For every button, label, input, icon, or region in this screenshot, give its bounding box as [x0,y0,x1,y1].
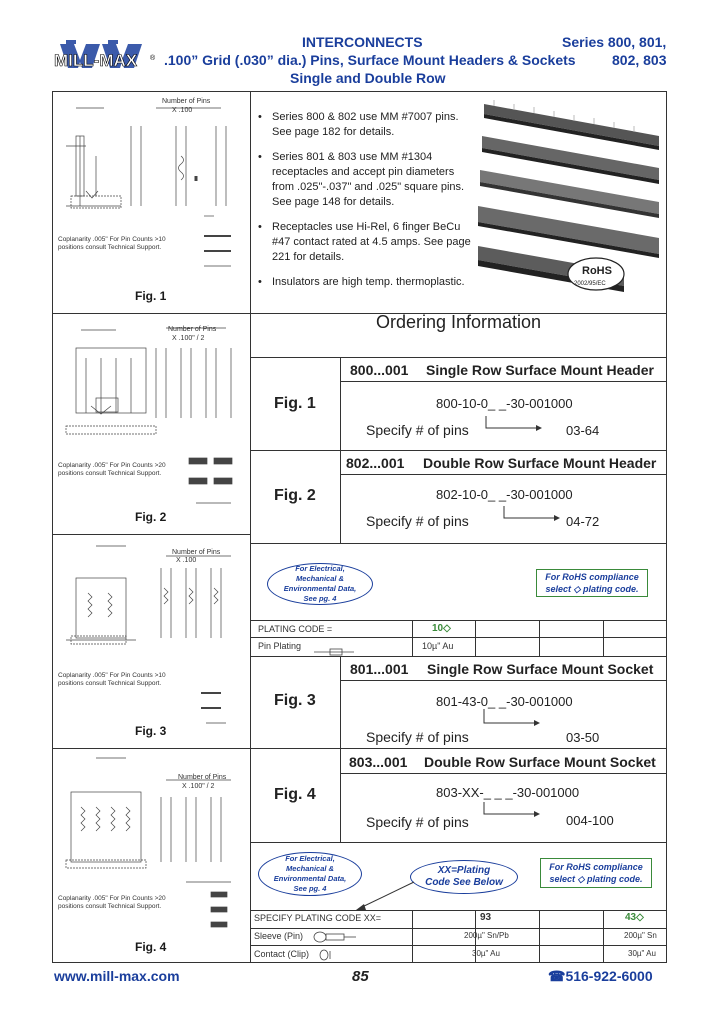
fig2-drawing [56,318,246,508]
footer-phone: ☎516-922-6000 [548,968,653,984]
svg-text:MILL-MAX: MILL-MAX [54,51,138,70]
fig3-x100: X .100 [176,557,197,564]
divider-xx-col4 [603,910,604,963]
divider-xx-mid1 [250,928,667,929]
fig1-caption: Fig. 1 [135,289,167,303]
code-93: 93 [480,912,492,923]
electrical-data-oval-2: For Electrical, Mechanical & Environmental Data, See pg. 4 [258,852,362,896]
plating-code-value: 10◇ [432,623,451,634]
bullet-item: • Series 800 & 802 use MM #7007 pins. See page 182 for details. [258,110,473,140]
s1-code: 800...001 [350,362,409,378]
s4-spec: Specify # of pins [366,814,469,830]
divider-s3-fig [340,656,341,842]
divider-fig1 [52,313,250,314]
product-photo [474,96,664,308]
sleeve-icon [312,930,358,948]
divider-plating-col4 [603,620,604,656]
electrical-data-oval: For Electrical, Mechanical & Environmental Data, See pg. 4 [267,563,373,605]
xx-plating-oval: XX=Plating Code See Below [410,860,518,894]
sleeve-label: Sleeve (Pin) [254,931,304,941]
footer-page-number: 85 [352,968,369,985]
s4-arrow [482,800,542,827]
rohs-title: RoHS [582,265,612,277]
divider-s4-bottom [250,842,667,843]
series-line1: Series 800, 801, [562,34,667,50]
s1-arrow [484,414,544,441]
s2-spec: Specify # of pins [366,513,469,529]
divider-xx-top [250,910,667,911]
fig4-number-of-pins: Number of Pins [178,774,227,781]
fig2-caption: Fig. 2 [135,510,167,524]
sleeve-43: 200µ" Sn [624,931,657,940]
rohs-note-box-2: For RoHS compliance select ◇ plating code. [540,858,652,888]
fig2-number-of-pins: Number of Pins [168,326,217,333]
fig3-number-of-pins: Number of Pins [172,549,221,556]
ordering-title: Ordering Information [375,312,542,332]
series-line2: 802, 803 [612,52,667,68]
s2-fig: Fig. 2 [274,487,316,504]
s1-range: 03-64 [566,423,600,438]
fig1-number-of-pins: Number of Pins [162,98,211,105]
bullet-item: • Receptacles use Hi-Rel, 6 finger BeCu #47 contact rated at 4.5 amps. See page 221 for details. [258,220,473,265]
fig1-drawing [56,96,246,286]
divider-xx-col3 [539,910,540,963]
divider-s3 [250,656,667,657]
bullet-item: • Series 801 & 803 use MM #1304 receptacles and accept pin diameters from .025"-.037" and .025" square pins. See page 148 for details. [258,150,473,210]
divider-plating-col1 [412,620,413,656]
s3-fig: Fig. 3 [274,692,316,709]
fig4-note: Coplanarity .005" For Pin Counts >20 positions consult Technical Support. [58,895,166,910]
plating-code-label: PLATING CODE = [258,624,333,634]
header-line3: Single and Double Row [290,70,446,86]
s4-code: 803...001 [349,754,408,770]
fig3-note: Coplanarity .005" For Pin Counts >10 positions consult Technical Support. [58,672,166,687]
divider-s3-head [340,680,667,681]
s4-name: Double Row Surface Mount Socket [424,754,656,770]
s3-part-number: 801-43-0_ _-30-001000 [436,694,573,709]
divider-s2-bottom [250,543,667,544]
divider-left [250,91,251,963]
divider-s4-head [340,773,667,774]
rohs-sub: 2002/95/EC [574,281,606,287]
header-line2: .100” Grid (.030” dia.) Pins, Surface Mount Headers & Sockets [164,52,576,68]
fig3-caption: Fig. 3 [135,724,167,738]
divider-s2 [250,450,667,451]
s1-spec: Specify # of pins [366,422,469,438]
s2-part-number: 802-10-0_ _-30-001000 [436,487,573,502]
contact-93: 30µ" Au [472,949,500,958]
divider-fig2 [52,534,250,535]
s3-arrow [482,707,542,736]
s2-code: 802...001 [346,455,405,471]
specify-xx-label: SPECIFY PLATING CODE XX= [254,913,381,923]
divider-s1-head [340,381,667,382]
divider-ordering-title [250,357,667,358]
s3-spec: Specify # of pins [366,729,469,745]
s3-range: 03-50 [566,730,600,745]
pin-plating-value: 10µ" Au [422,641,454,651]
divider-s2-head [340,474,667,475]
divider-plating-mid [250,637,667,638]
divider-fig3 [52,748,250,749]
sleeve-93: 200µ" Sn/Pb [464,931,509,940]
code-43: 43◇ [625,912,644,923]
header-line1: INTERCONNECTS [302,34,423,50]
contact-43: 30µ" Au [628,949,656,958]
rohs-note-box: For RoHS compliance select ◇ plating code. [536,569,648,597]
s2-arrow [502,504,562,531]
contact-icon [318,948,338,966]
feature-bullets [258,110,473,300]
fig3-drawing [56,538,246,728]
pin-plating-label: Pin Plating [258,641,302,651]
bullet-item: • Insulators are high temp. thermoplastic. [258,275,473,290]
mill-max-logo [52,34,162,80]
pin-icon [314,643,354,661]
s4-fig: Fig. 4 [274,786,316,803]
divider-s1-fig [340,357,341,543]
fig1-x100: X .100 [172,107,193,114]
contact-label: Contact (Clip) [254,949,310,959]
svg-text:®: ® [150,55,156,62]
s3-code: 801...001 [350,661,409,677]
fig2-x100-2: X .100" / 2 [172,335,205,342]
divider-plating-top [250,620,667,621]
footer-website[interactable]: www.mill-max.com [54,968,180,984]
fig4-caption: Fig. 4 [135,940,167,954]
s1-name: Single Row Surface Mount Header [426,362,654,378]
divider-s4 [250,748,667,749]
fig2-note: Coplanarity .005" For Pin Counts >20 positions consult Technical Support. [58,462,166,477]
s3-name: Single Row Surface Mount Socket [427,661,654,677]
fig4-x100-2: X .100" / 2 [182,783,215,790]
s2-name: Double Row Surface Mount Header [423,455,657,471]
fig1-note: Coplanarity .005" For Pin Counts >10 positions consult Technical Support. [58,236,166,251]
s4-range: 004-100 [566,813,614,828]
s2-range: 04-72 [566,514,600,529]
s4-part-number: 803-XX-_ _ _-30-001000 [436,785,580,800]
divider-plating-col2 [475,620,476,656]
divider-plating-col3 [539,620,540,656]
s1-fig: Fig. 1 [274,395,316,412]
s1-part-number: 800-10-0_ _-30-001000 [436,396,573,411]
